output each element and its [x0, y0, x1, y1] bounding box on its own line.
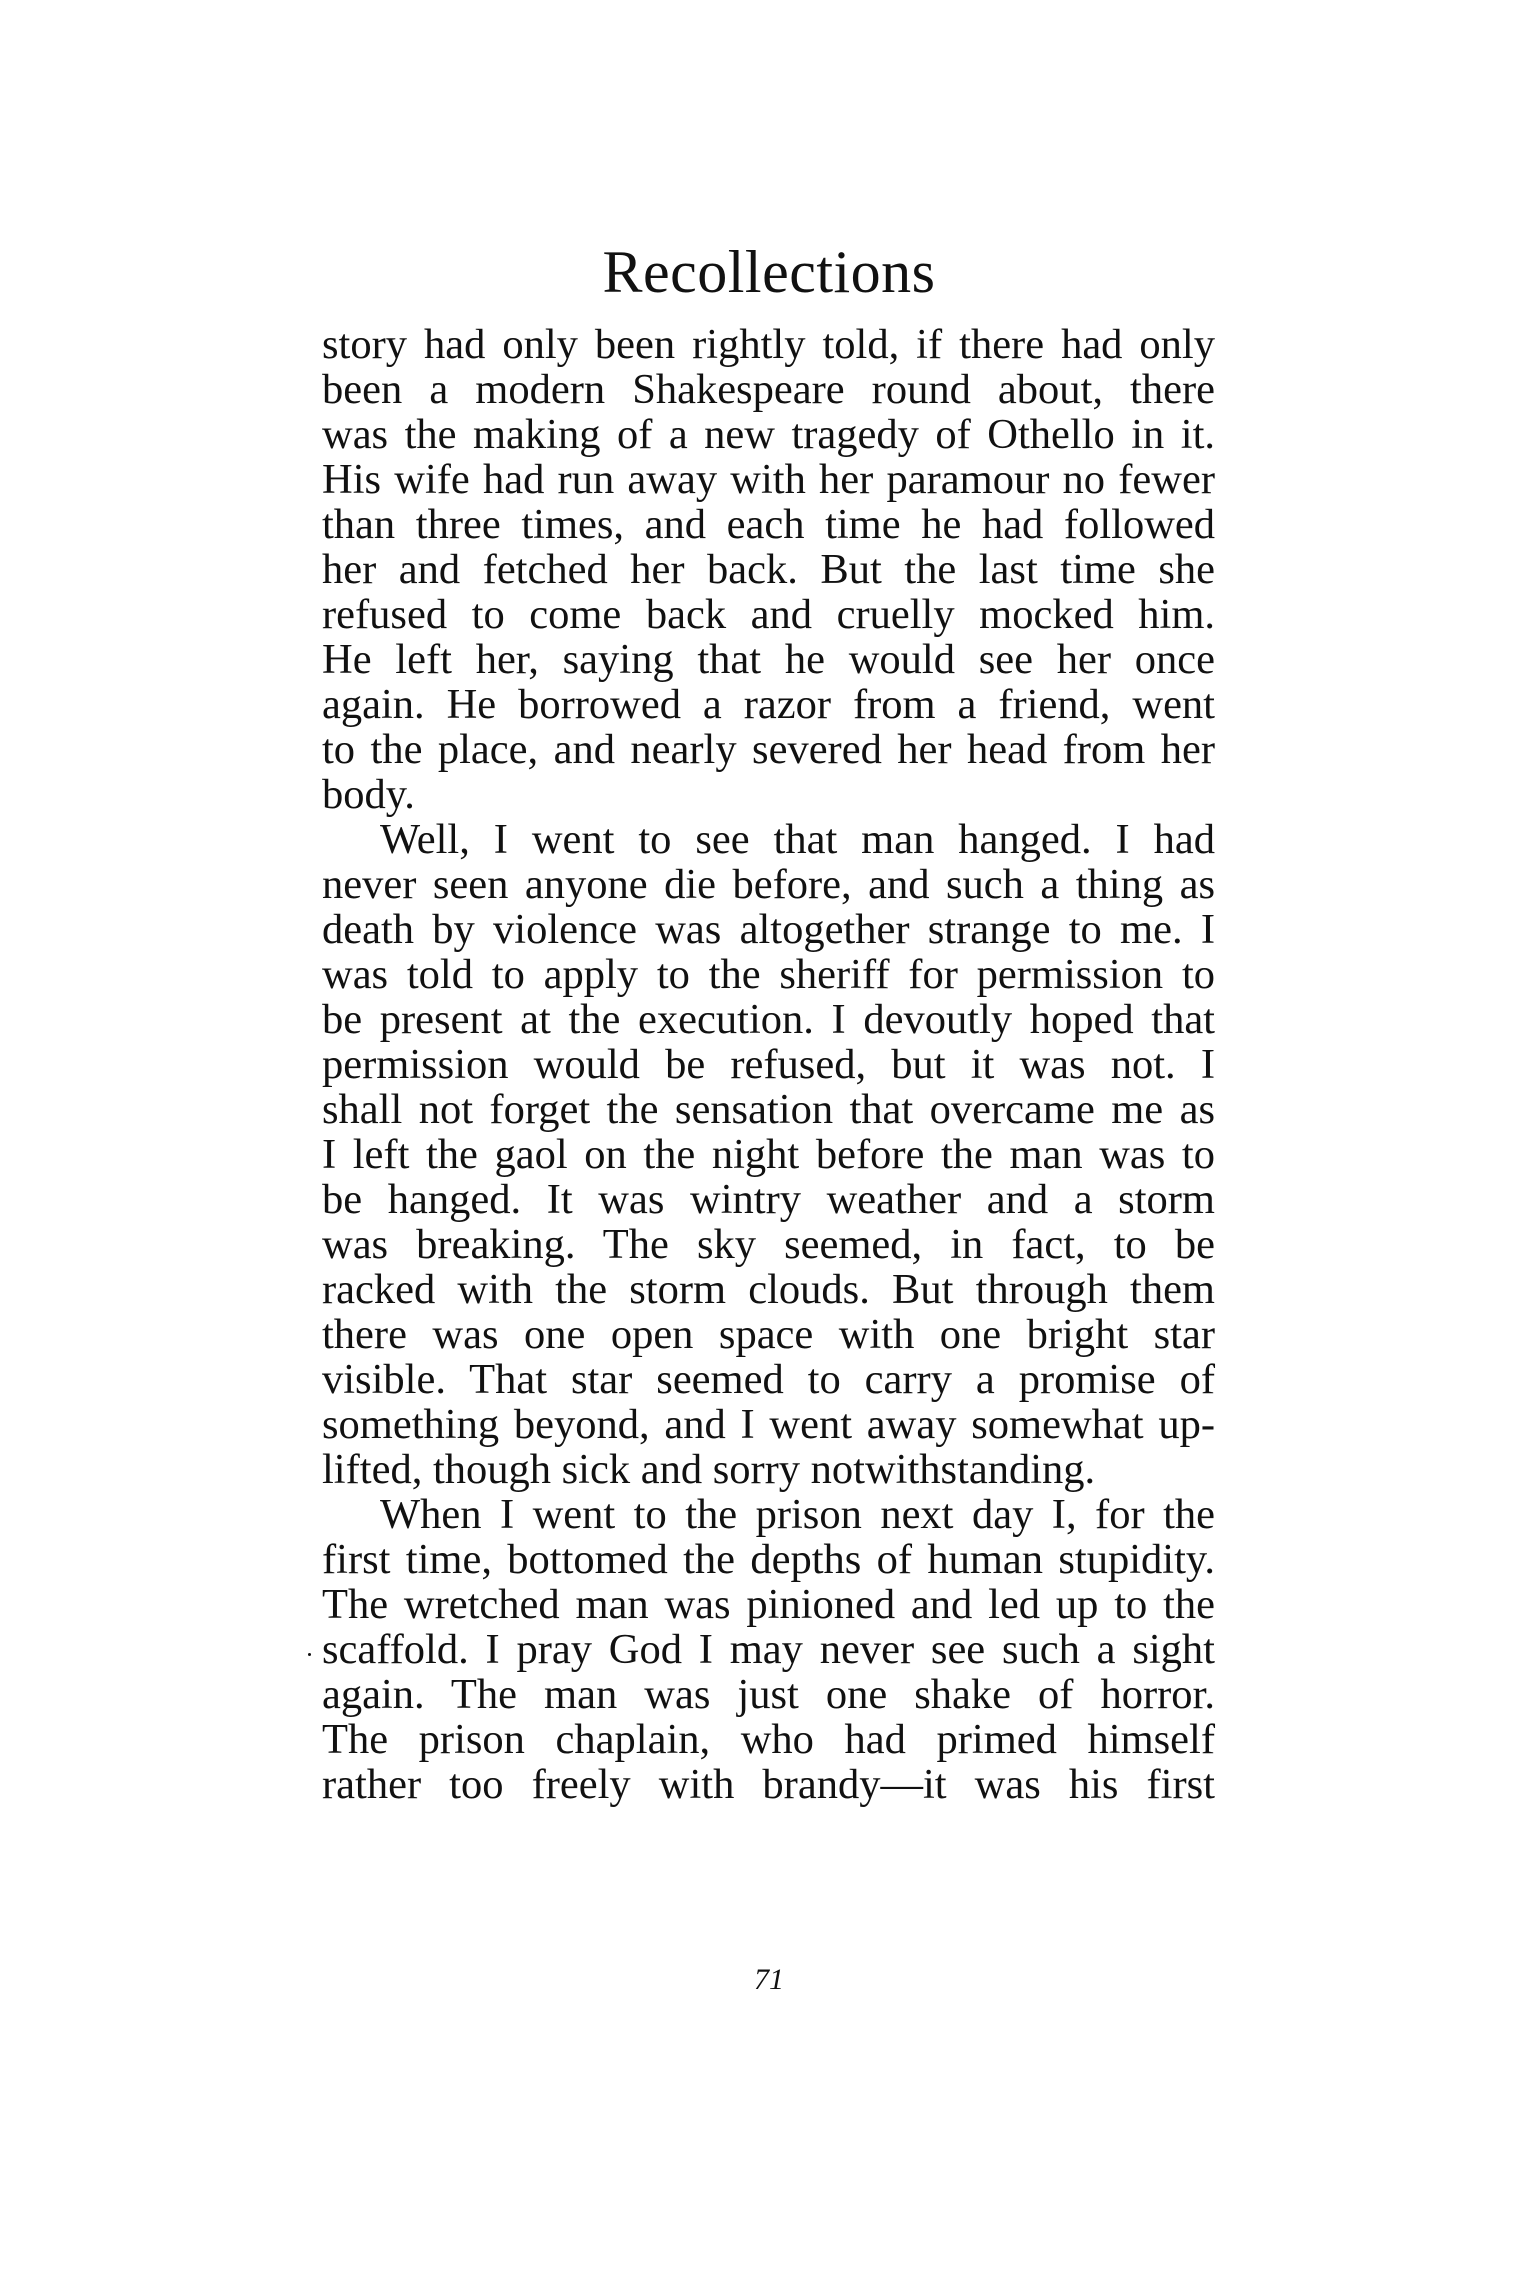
text-line: story had only been rightly told, if there had only	[322, 321, 1215, 368]
text-line: was told to apply to the sheriff for permission to	[322, 951, 1215, 998]
text-line: again. He borrowed a razor from a friend, went	[322, 681, 1215, 728]
text-line: scaffold. I pray God I may never see such a sight	[322, 1626, 1215, 1673]
text-line: The wretched man was pinioned and led up to the	[322, 1581, 1215, 1628]
text-line: rather too freely with brandy—it was his first	[322, 1761, 1215, 1808]
text-line: to the place, and nearly severed her head from her	[322, 726, 1215, 773]
text-line: first time, bottomed the depths of human stupidity.	[322, 1536, 1215, 1583]
text-line: there was one open space with one bright star	[322, 1311, 1215, 1358]
text-line: The prison chaplain, who had primed himself	[322, 1716, 1215, 1763]
text-line: visible. That star seemed to carry a promise of	[322, 1356, 1215, 1403]
text-line: shall not forget the sensation that overcame me as	[322, 1086, 1215, 1133]
text-line: was breaking. The sky seemed, in fact, to be	[322, 1221, 1215, 1268]
text-line: lifted, though sick and sorry notwithstanding.	[322, 1446, 1096, 1493]
text-line: was the making of a new tragedy of Othello in it.	[322, 411, 1215, 458]
text-line: body.	[322, 771, 415, 818]
text-line: racked with the storm clouds. But through them	[322, 1266, 1215, 1313]
text-line: refused to come back and cruelly mocked him.	[322, 591, 1215, 638]
text-line: never seen anyone die before, and such a thing as	[322, 861, 1215, 908]
text-line: be hanged. It was wintry weather and a storm	[322, 1176, 1215, 1223]
text-line: been a modern Shakespeare round about, there	[322, 366, 1215, 413]
text-line: something beyond, and I went away somewhat up-	[322, 1401, 1215, 1448]
body-text	[322, 322, 1215, 1807]
text-line: than three times, and each time he had followed	[322, 501, 1215, 548]
text-line: her and fetched her back. But the last time she	[322, 546, 1215, 593]
page-number: 71	[754, 1963, 784, 1996]
text-line: permission would be refused, but it was not. I	[322, 1041, 1215, 1088]
text-line: be present at the execution. I devoutly hoped that	[322, 996, 1215, 1043]
text-line: His wife had run away with her paramour no fewer	[322, 456, 1215, 503]
text-line: Well, I went to see that man hanged. I had	[380, 816, 1215, 863]
text-line: He left her, saying that he would see her once	[322, 636, 1215, 683]
print-speck	[308, 1653, 311, 1656]
text-line: death by violence was altogether strange to me. I	[322, 906, 1215, 953]
running-header: Recollections	[602, 239, 936, 305]
text-line: When I went to the prison next day I, for the	[380, 1491, 1215, 1538]
text-line: again. The man was just one shake of horror.	[322, 1671, 1215, 1718]
text-line: I left the gaol on the night before the man was to	[322, 1131, 1215, 1178]
